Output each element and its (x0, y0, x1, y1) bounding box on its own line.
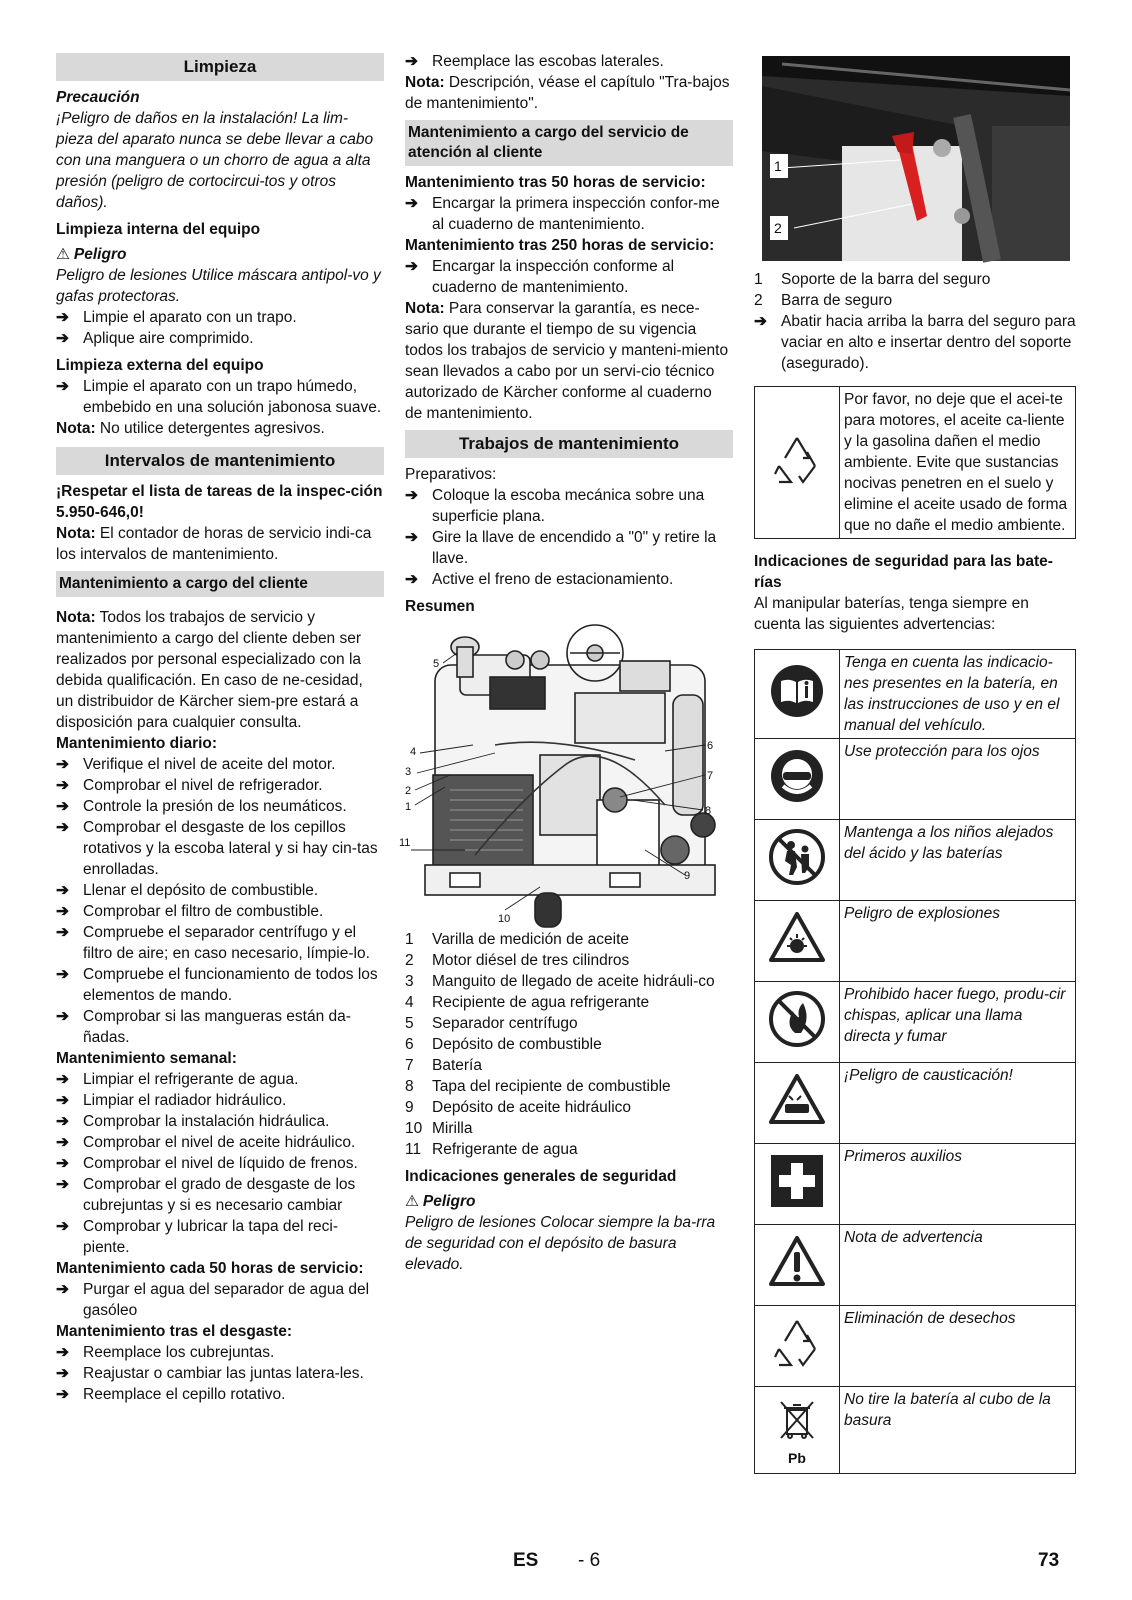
heading-limpieza-interna: Limpieza interna del equipo (56, 221, 261, 238)
note-text: Todos los trabajos de servicio y mantenimiento a cargo del cliente deben ser realizados por personal especializado con la debida qualificación. En caso de ne-cesidad, un distribuidor de Kärcher siem-pre estará a disposición para cualquier consulta. (56, 609, 363, 731)
legend-item (405, 971, 733, 992)
legend-number: 10 (405, 1120, 423, 1137)
list-tras250 (405, 256, 733, 298)
list-item: ➔ Compruebe el separador centrífugo y el filtro de aire; en caso necesario, límpie-lo. (56, 922, 384, 964)
legend-item (754, 269, 1076, 290)
preparativos-label: Preparativos: (405, 466, 497, 483)
legend-number: 7 (405, 1057, 414, 1074)
list-diario (56, 754, 384, 1048)
note-cliente (56, 607, 384, 733)
legend-text: Motor diésel de tres cilindros (432, 952, 630, 969)
callout-1: 1 (405, 801, 412, 813)
machine-overview-diagram (399, 625, 733, 925)
legend-text: Depósito de aceite hidráulico (432, 1099, 632, 1116)
legend-item (405, 1097, 733, 1118)
symbol-row (755, 820, 1076, 901)
legend-photo (754, 269, 1076, 311)
legend-number: 5 (405, 1015, 414, 1032)
legend-text: Tapa del recipiente de combustible (432, 1078, 671, 1095)
legend-text: Barra de seguro (781, 292, 893, 309)
column-1 (56, 51, 384, 1405)
legend-number: 6 (405, 1036, 414, 1053)
list-item: ➔ Compruebe el funcionamiento de todos los elementos de mando. (56, 964, 384, 1006)
list-item: ➔ Gire la llave de encendido a "0" y retire la llave. (405, 527, 733, 569)
heading-semanal: Mantenimiento semanal: (56, 1050, 237, 1067)
symbol-row (755, 1144, 1076, 1225)
symbol-text: Tenga en cuenta las indicacio-nes presentes en la batería, en las instrucciones de uso y en el manual del vehículo. (840, 650, 1076, 739)
recycling-icon (767, 1313, 827, 1373)
legend-text: Varilla de medición de aceite (432, 931, 630, 948)
photo-callout-2: 2 (774, 220, 782, 236)
list-item: ➔ Encargar la primera inspección confor-me al cuaderno de mantenimiento. (405, 193, 733, 235)
callout-9: 9 (684, 870, 691, 882)
symbol-row (755, 1306, 1076, 1387)
legend-number: 2 (754, 292, 763, 309)
heading-limpieza-externa: Limpieza externa del equipo (56, 357, 264, 374)
section-title-trabajos: Trabajos de mantenimiento (405, 430, 733, 458)
section-title-servicio: Mantenimiento a cargo del servicio de atención al cliente (405, 120, 733, 166)
symbol-text: Mantenga a los niños alejados del ácido y las baterías (840, 820, 1076, 901)
callout-11: 11 (399, 837, 411, 849)
list-item: ➔ Aplique aire comprimido. (56, 328, 384, 349)
legend-item (405, 929, 733, 950)
list-desgaste (56, 1342, 384, 1405)
manual-icon (767, 661, 827, 721)
legend-text: Recipiente de agua refrigerante (432, 994, 650, 1011)
note-text: No utilice detergentes agresivos. (95, 420, 325, 437)
column-3 (754, 51, 1076, 1474)
heading-baterias: Indicaciones de seguridad para las bate-rías (754, 553, 1053, 591)
legend-text: Depósito de combustible (432, 1036, 602, 1053)
danger-text: Peligro de lesiones Colocar siempre la ba-rra de seguridad con el depósito de basura elevado. (405, 1214, 716, 1273)
list-preparativos (405, 485, 733, 590)
note-label: Nota: (56, 609, 96, 626)
recycling-icon (767, 430, 827, 490)
list-item: ➔ Encargar la inspección conforme al cuaderno de mantenimiento. (405, 256, 733, 298)
danger-label: Peligro (73, 246, 127, 263)
heading-tras250: Mantenimiento tras 250 horas de servicio: (405, 237, 715, 254)
list-item: ➔ Limpie el aparato con un trapo húmedo, embebido en una solución jabonosa suave. (56, 376, 384, 418)
legend-item (754, 290, 1076, 311)
footer-subpage-text: - 6 (578, 1550, 601, 1571)
note-text: Para conservar la garantía, es nece-sario que durante el tiempo de su vigencia todos los trabajos de servicio y manteni-miento sean llevados a cabo por un servi-cio técnico autorizado de Kärcher conforme al cuaderno de mantenimiento. (405, 300, 729, 422)
note-label: Nota: (56, 525, 96, 542)
section-title-cliente: Mantenimiento a cargo del cliente (56, 571, 384, 597)
list-item: ➔ Limpiar el refrigerante de agua. (56, 1069, 384, 1090)
caustic-icon (767, 1070, 827, 1130)
legend-number: 2 (405, 952, 414, 969)
symbol-text: Prohibido hacer fuego, produ-cir chispas, aplicar una llama directa y fumar (840, 982, 1076, 1063)
list-tras50 (405, 193, 733, 235)
legend-item (405, 1139, 733, 1160)
legend-text: Manguito de llegado de aceite hidráuli-co (432, 973, 715, 990)
list-item: ➔ Comprobar el grado de desgaste de los cubrejuntas y si es necesario cambiar (56, 1174, 384, 1216)
list-item: ➔ Reemplace el cepillo rotativo. (56, 1384, 384, 1405)
legend-item (405, 1118, 733, 1139)
baterias-intro: Al manipular baterías, tenga siempre en cuenta las siguientes advertencias: (754, 595, 1029, 633)
callout-8: 8 (705, 805, 712, 817)
battery-symbols-table (754, 649, 1076, 1474)
legend-number: 3 (405, 973, 414, 990)
danger-text: Peligro de lesiones Utilice máscara antipol-vo y gafas protectoras. (56, 267, 381, 305)
lead-label: Pb (788, 1450, 806, 1466)
footer-page-number: 73 (1038, 1550, 1060, 1571)
warning-triangle-icon: ⚠ (56, 246, 70, 263)
heading-cada50: Mantenimiento cada 50 horas de servicio: (56, 1260, 364, 1277)
legend-item (405, 950, 733, 971)
legend-number: 8 (405, 1078, 414, 1095)
list-item: ➔ Limpie el aparato con un trapo. (56, 307, 384, 328)
step-abatir: ➔ Abatir hacia arriba la barra del seguro para vaciar en alto e insertar dentro del soporte (asegurado). (754, 311, 1076, 374)
list-item: ➔ Comprobar el desgaste de los cepillos rotativos y la escoba lateral y si hay cin-tas enrolladas. (56, 817, 384, 880)
list-item: ➔ Comprobar el nivel de refrigerador. (56, 775, 384, 796)
callout-3: 3 (405, 766, 412, 778)
callout-2: 2 (405, 785, 412, 797)
list-item: ➔ Comprobar el nivel de aceite hidráulico. (56, 1132, 384, 1153)
caution-heading: Precaución (56, 89, 140, 106)
list-item: ➔ Comprobar el filtro de combustible. (56, 901, 384, 922)
symbol-row (755, 1387, 1076, 1474)
list-cada50 (56, 1279, 384, 1321)
section-title-intervalos: Intervalos de mantenimiento (56, 447, 384, 475)
note-top (405, 72, 733, 114)
symbol-text: Primeros auxilios (840, 1144, 1076, 1225)
list-externa (56, 376, 384, 418)
list-semanal (56, 1069, 384, 1258)
note-externa (56, 418, 384, 439)
heading-resumen: Resumen (405, 598, 475, 615)
legend-text: Batería (432, 1057, 482, 1074)
list-item: ➔ Coloque la escoba mecánica sobre una superficie plana. (405, 485, 733, 527)
legend-text: Mirilla (432, 1120, 473, 1137)
legend-text: Refrigerante de agua (432, 1141, 578, 1158)
symbol-row (755, 901, 1076, 982)
legend-item (405, 1034, 733, 1055)
environment-box (754, 386, 1076, 539)
list-item: ➔ Llenar el depósito de combustible. (56, 880, 384, 901)
legend-text: Separador centrífugo (432, 1015, 578, 1032)
symbol-row (755, 982, 1076, 1063)
footer-language: ES (513, 1550, 539, 1571)
legend-item (405, 1055, 733, 1076)
callout-6: 6 (707, 740, 714, 752)
warning-triangle-icon: ⚠ (405, 1193, 419, 1210)
symbol-text: Use protección para los ojos (840, 739, 1076, 820)
danger-heading (405, 1191, 733, 1212)
list-item: ➔ Verifique el nivel de aceite del motor. (56, 754, 384, 775)
heading-generales: Indicaciones generales de seguridad (405, 1168, 677, 1185)
legend-item (405, 1013, 733, 1034)
no-bin-icon (767, 1394, 827, 1444)
heading-tras50: Mantenimiento tras 50 horas de servicio: (405, 174, 706, 191)
no-fire-icon (767, 989, 827, 1049)
legend-number: 9 (405, 1099, 414, 1116)
first-aid-icon (767, 1151, 827, 1211)
note-text: Descripción, véase el capítulo "Tra-bajos de mantenimiento". (405, 74, 730, 112)
inspection-reference: ¡Respetar el lista de tareas de la inspec-ción 5.950-646,0! (56, 483, 383, 521)
symbol-text: Eliminación de desechos (840, 1306, 1076, 1387)
safety-bar-photo (762, 56, 1070, 261)
symbol-text: Nota de advertencia (840, 1225, 1076, 1306)
list-item: ➔ Reajustar o cambiar las juntas latera-les. (56, 1363, 384, 1384)
list-item: ➔ Active el freno de estacionamiento. (405, 569, 733, 590)
legend-overview (405, 929, 733, 1160)
footer-subpage (578, 1550, 600, 1571)
explosion-icon (767, 908, 827, 968)
list-item: ➔ Comprobar y lubricar la tapa del reci-piente. (56, 1216, 384, 1258)
list-item: ➔ Limpiar el radiador hidráulico. (56, 1090, 384, 1111)
symbol-text: No tire la batería al cubo de la basura (840, 1387, 1076, 1474)
note-text: El contador de horas de servicio indi-ca los intervalos de mantenimiento. (56, 525, 372, 563)
list-item: ➔ Controle la presión de los neumáticos. (56, 796, 384, 817)
symbol-text: Peligro de explosiones (840, 901, 1076, 982)
note-label: Nota: (405, 300, 445, 317)
legend-text: Soporte de la barra del seguro (781, 271, 991, 288)
legend-item (405, 992, 733, 1013)
legend-number: 1 (405, 931, 414, 948)
children-prohibited-icon (767, 827, 827, 887)
caution-text: ¡Peligro de daños en la instalación! La lim-pieza del aparato nunca se debe llevar a cabo con una manguera o un chorro de agua a alta presión (peligro de cortocircui-tos y otros daños). (56, 110, 374, 211)
section-title-limpieza: Limpieza (56, 53, 384, 81)
symbol-row (755, 1225, 1076, 1306)
list-item: ➔ Comprobar la instalación hidráulica. (56, 1111, 384, 1132)
eye-protection-icon (767, 746, 827, 806)
danger-heading (56, 244, 384, 265)
heading-desgaste: Mantenimiento tras el desgaste: (56, 1323, 293, 1340)
heading-diario: Mantenimiento diario: (56, 735, 218, 752)
note-label: Nota: (56, 420, 96, 437)
list-item: ➔ Comprobar el nivel de líquido de frenos. (56, 1153, 384, 1174)
note-label: Nota: (405, 74, 445, 91)
callout-4: 4 (410, 746, 417, 758)
note-servicio (405, 298, 733, 424)
danger-label: Peligro (422, 1193, 476, 1210)
symbol-row (755, 650, 1076, 739)
callout-10: 10 (498, 913, 511, 925)
list-item: ➔ Purgar el agua del separador de agua del gasóleo (56, 1279, 384, 1321)
list-item: ➔ Comprobar si las mangueras están da-ñadas. (56, 1006, 384, 1048)
legend-number: 4 (405, 994, 414, 1011)
symbol-row (755, 739, 1076, 820)
environment-text: Por favor, no deje que el acei-te para motores, el aceite ca-liente y la gasolina dañen el medio ambiente. Evite que sustancias nocivas penetren en el suelo y elimine el aceite usado de forma que no dañe el medio ambiente. (840, 387, 1076, 539)
legend-number: 11 (405, 1141, 422, 1158)
symbol-row (755, 1063, 1076, 1144)
step-reemplace-escobas: ➔ Reemplace las escobas laterales. (405, 51, 733, 72)
symbol-text: ¡Peligro de causticación! (840, 1063, 1076, 1144)
list-interna (56, 307, 384, 349)
warning-icon (767, 1232, 827, 1292)
note-intervalos (56, 523, 384, 565)
photo-callout-1: 1 (774, 158, 782, 174)
callout-5: 5 (433, 658, 440, 670)
list-item: ➔ Reemplace los cubrejuntas. (56, 1342, 384, 1363)
legend-number: 1 (754, 271, 763, 288)
column-2 (399, 51, 733, 1275)
legend-item (405, 1076, 733, 1097)
callout-7: 7 (707, 770, 714, 782)
